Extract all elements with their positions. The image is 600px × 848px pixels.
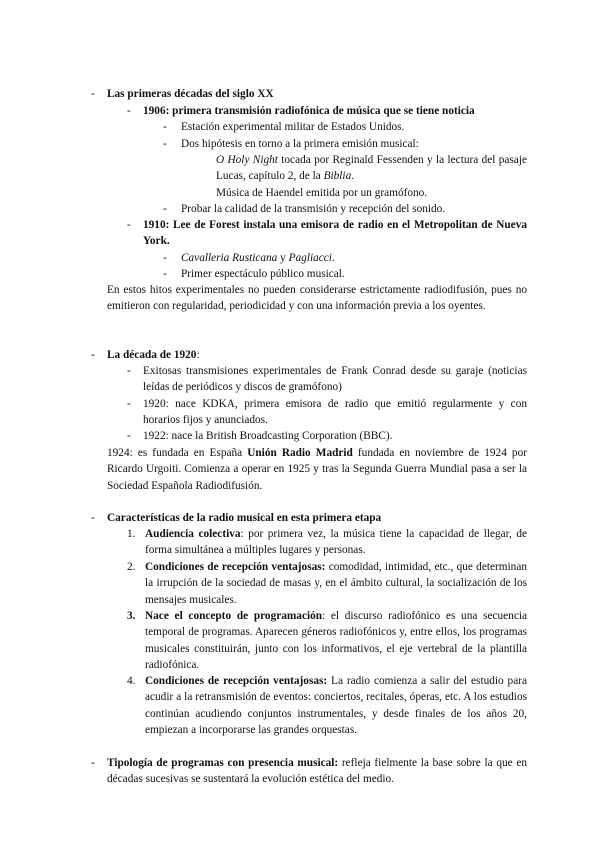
bullet-dash: - <box>163 268 167 280</box>
list-item: 1922: nace la British Broadcasting Corporation (BBC). <box>143 430 393 442</box>
list-item: 1920: nace KDKA, primera emisora de radio que emitió regularmente y con horarios fijos y anunciados. <box>143 398 527 427</box>
bullet-dash: - <box>163 203 167 215</box>
book-title: Biblia <box>323 170 352 183</box>
list-number: 1. <box>127 528 136 540</box>
subheading-1910: 1910: Lee de Forest instala una emisora de radio en el Metropolitan de Nueva York. <box>143 219 527 248</box>
radio-name: Unión Radio Madrid <box>247 447 353 459</box>
section-paragraph: Tipología de programas con presencia musical: refleja fielmente la base sobre la que en décadas sucesivas se sustentará la evolución estética del medio. <box>107 757 528 786</box>
bullet-dash: - <box>127 398 131 410</box>
hypothesis-2: Música de Haendel emitida por un gramófono. <box>216 187 428 199</box>
section-heading: La década de 1920: <box>107 349 200 361</box>
bullet-dash: - <box>91 512 95 524</box>
numbered-item: Nace el concepto de programación: el discurso radiofónico es una secuencia temporal de programas. Aparecen géneros radiofónicos y, entre ellos, los programas musicales constituirán, junto con los informativos, el eje vertebral de la plantilla radiofónica. <box>145 610 527 671</box>
numbered-item: Condiciones de recepción ventajosas: La radio comienza a salir del estudio para acudir a la retransmisión de eventos: conciertos, recitales, óperas, etc. A los estudios continúan acudiendo conjuntos instrumentales, y desde finales de los años 20, empiezan a incorporarse las grandes orquestas. <box>145 675 527 736</box>
song-title: O Holy Night <box>216 154 278 166</box>
list-item: Probar la calidad de la transmisión y recepción del sonido. <box>181 203 446 215</box>
numbered-item: Audiencia colectiva: por primera vez, la música tiene la capacidad de llegar, de forma simultánea a múltiples lugares y personas. <box>145 528 528 557</box>
list-number: 2. <box>127 561 136 573</box>
bullet-dash: - <box>91 757 95 769</box>
list-item: Dos hipótesis en torno a la primera emisión musical: <box>181 138 419 150</box>
bullet-dash: - <box>127 219 131 231</box>
list-item: Primer espectáculo público musical. <box>181 268 345 280</box>
bullet-dash: - <box>163 138 167 150</box>
section-heading: Las primeras décadas del siglo XX <box>107 88 274 100</box>
bullet-dash: - <box>91 349 95 361</box>
list-number: 3. <box>127 610 136 622</box>
section-heading: Características de la radio musical en esta primera etapa <box>107 512 382 524</box>
section-heading: Tipología de programas con presencia musical: <box>107 757 339 769</box>
bullet-dash: - <box>163 121 167 133</box>
list-item: Cavalleria Rusticana y Pagliacci. <box>181 252 335 264</box>
bullet-dash: - <box>91 88 95 100</box>
paragraph: En estos hitos experimentales no pueden considerarse estrictamente radiodifusión, pues no emitieron con regularidad, periodicidad y con una información previa a los oyentes. <box>107 284 527 313</box>
hypothesis-1: O Holy Night tocada por Reginald Fessenden y la lectura del pasaje Lucas, capítulo 2, de la Biblia. <box>216 154 527 183</box>
numbered-item: Condiciones de recepción ventajosas: comodidad, intimidad, etc., que determinan la irrupción de la sociedad de masas y, en el ámbito cultural, la socialización de los mensajes musicales. <box>145 561 527 606</box>
bullet-dash: - <box>127 365 131 377</box>
bullet-dash: - <box>163 252 167 264</box>
subheading-1906: 1906: primera transmisión radiofónica de música que se tiene noticia <box>143 105 475 117</box>
bullet-dash: - <box>127 105 131 117</box>
paragraph: 1924: es fundada en España Unión Radio Madrid fundada en noviembre de 1924 por Ricardo Urgoiti. Comienza a operar en 1925 y tras la Segunda Guerra Mundial pasa a ser la Sociedad Española Radiodifusión. <box>107 447 527 492</box>
list-number: 4. <box>127 675 136 687</box>
list-item: Exitosas transmisiones experimentales de Frank Conrad desde su garaje (noticias leídas de periódicos y discos de gramófono) <box>143 365 527 394</box>
bullet-dash: - <box>127 430 131 442</box>
list-item: Estación experimental militar de Estados Unidos. <box>181 121 405 133</box>
